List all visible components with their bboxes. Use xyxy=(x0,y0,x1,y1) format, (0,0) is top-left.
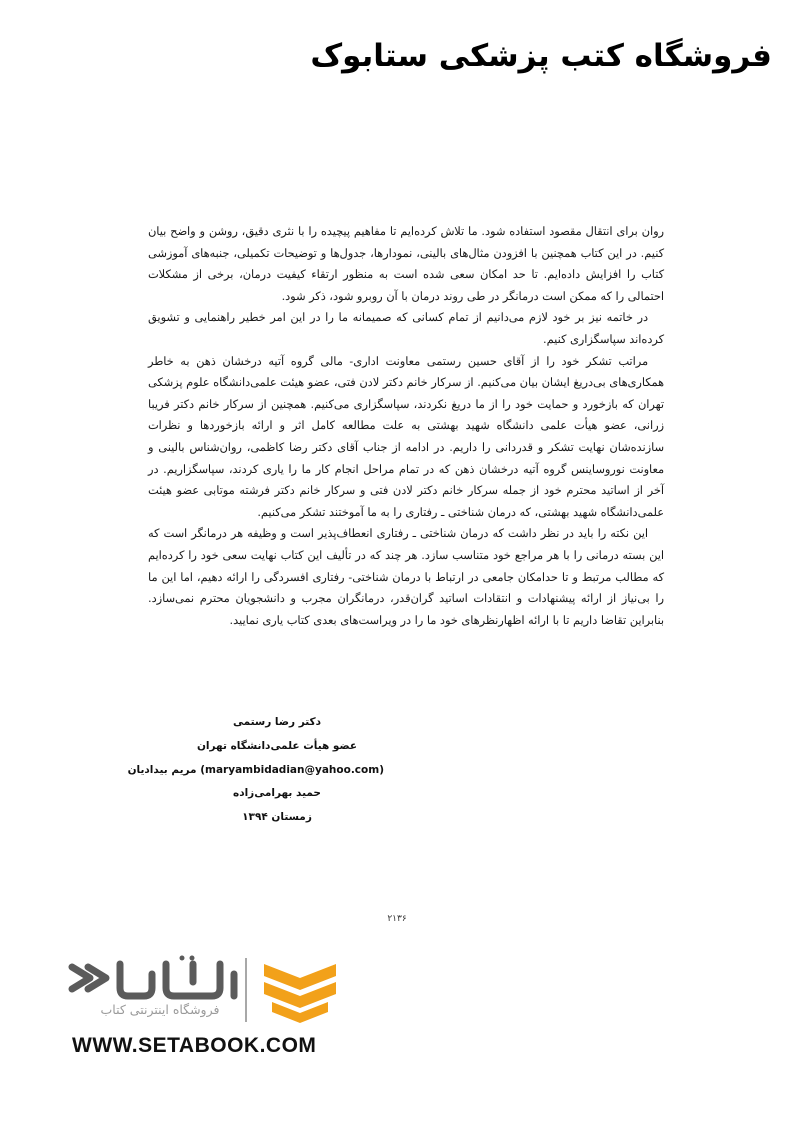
wordmark-icon xyxy=(72,956,234,997)
signature-author-3: حمید بهرامی‌زاده xyxy=(233,787,321,800)
signature-affiliation: عضو هیأت علمی‌دانشگاه تهران xyxy=(196,739,358,752)
chevron-stack-icon xyxy=(264,964,336,1023)
signature-author-1: دکتر رضا رستمی xyxy=(232,716,322,728)
paragraph-intro-continuation: روان برای انتقال مقصود استفاده شود. ما تلاش کرده‌ایم تا مفاهیم پیچیده را با نثری دقیق، روشن و واضح بیان کنیم. در این کتاب همچنین با افزودن مثال‌های بالینی، نمودارها، جدول‌ها و توضیحات تکمیلی، جنبه‌های آموزشی کتاب را افزایش داده‌ایم. تا حد امکان سعی شده است به منظور ارتقاء کیفیت درمان، برخی از مشکلات احتمالی را که ممکن است درمانگر در طی روند درمان با آن روبرو شود، ذکر شود. xyxy=(148,225,664,303)
paragraph-feedback-request: این نکته را باید در نظر داشت که درمان شناختی ـ رفتاری انعطاف‌پذیر است و وظیفه هر درمانگر است که این بسته درمانی را با هر مراجع خود متناسب سازد. هر چند که در تألیف این کتاب نهایت سعی خود را کرده‌ایم که مطالب مرتبط و تا حدامکان جامعی در ارتباط با درمان شناختی- رفتاری افسردگی را ارائه دهیم، اما این ما را بی‌نیاز از ارائه پیشنهادات و انتقادات اساتید گران‌قدر، درمانگران مجرب و دانشجویان محترم نمی‌سازد. بنابراین تقاضا داریم تا با ارائه اظهارنظرهای خود ما را در ویراست‌های بعدی کتاب یاری نمایید. xyxy=(148,527,664,627)
logo-website-url: WWW.SETABOOK.COM xyxy=(72,1034,317,1057)
logo-tagline: فروشگاه اینترنتی کتاب xyxy=(100,1002,220,1017)
paragraph-closing-thanks: در خاتمه نیز بر خود لازم می‌دانیم از تمام کسانی که صمیمانه ما را در این امر خطیر راهنمایی و تشویق کرده‌اند سپاسگزاری کنیم. xyxy=(148,311,664,346)
signature-date: زمستان ۱۳۹۴ xyxy=(242,811,312,824)
setabook-logo xyxy=(62,952,342,1062)
signature-author-2: (maryambidadian@yahoo.com) مریم بیدادیان xyxy=(127,763,384,776)
author-signature-block xyxy=(127,711,384,830)
setabook-logo-mark xyxy=(62,952,342,1032)
paragraph-acknowledgements: مراتب تشکر خود را از آقای حسین رستمی معاونت اداری- مالی گروه آتیه درخشان ذهن به خاطر همکاری‌های بی‌دریغ ایشان بیان می‌کنیم. از سرکار خانم دکتر لادن فتی، عضو هیئت علمی‌دانشگاه علوم پزشکی تهران که بازخورد و حمایت خود را از ما دریغ نکردند، سپاسگزاری می‌کنیم. همچنین از سرکار خانم دکتر فریبا زرانی، عضو هیأت علمی دانشگاه شهید بهشتی به علت مطالعه کامل اثر و ارائه بازخوردها و نظرات سازنده‌شان نهایت تشکر و قدردانی را داریم. در ادامه از جناب آقای دکتر رضا کاظمی، روان‌شناس بالینی و معاونت نوروساینس گروه آتیه درخشان ذهن که در تمام مراحل انجام کار ما را یاری کردند، سپاسگزاریم. در آخر از اساتید محترم خود از جمله سرکار خانم دکتر لادن فتی و سرکار خانم دکتر فرشته موتابی عضو هیئت علمی‌دانشگاه شهید بهشتی، که درمان شناختی ـ رفتاری را به ما آموختند تشکر می‌کنیم. xyxy=(148,354,664,519)
page-number: ۲۱۳۶ xyxy=(387,914,407,924)
page-header-title: فروشگاه کتب پزشکی ستابوک xyxy=(310,38,772,74)
document-body xyxy=(148,221,664,631)
